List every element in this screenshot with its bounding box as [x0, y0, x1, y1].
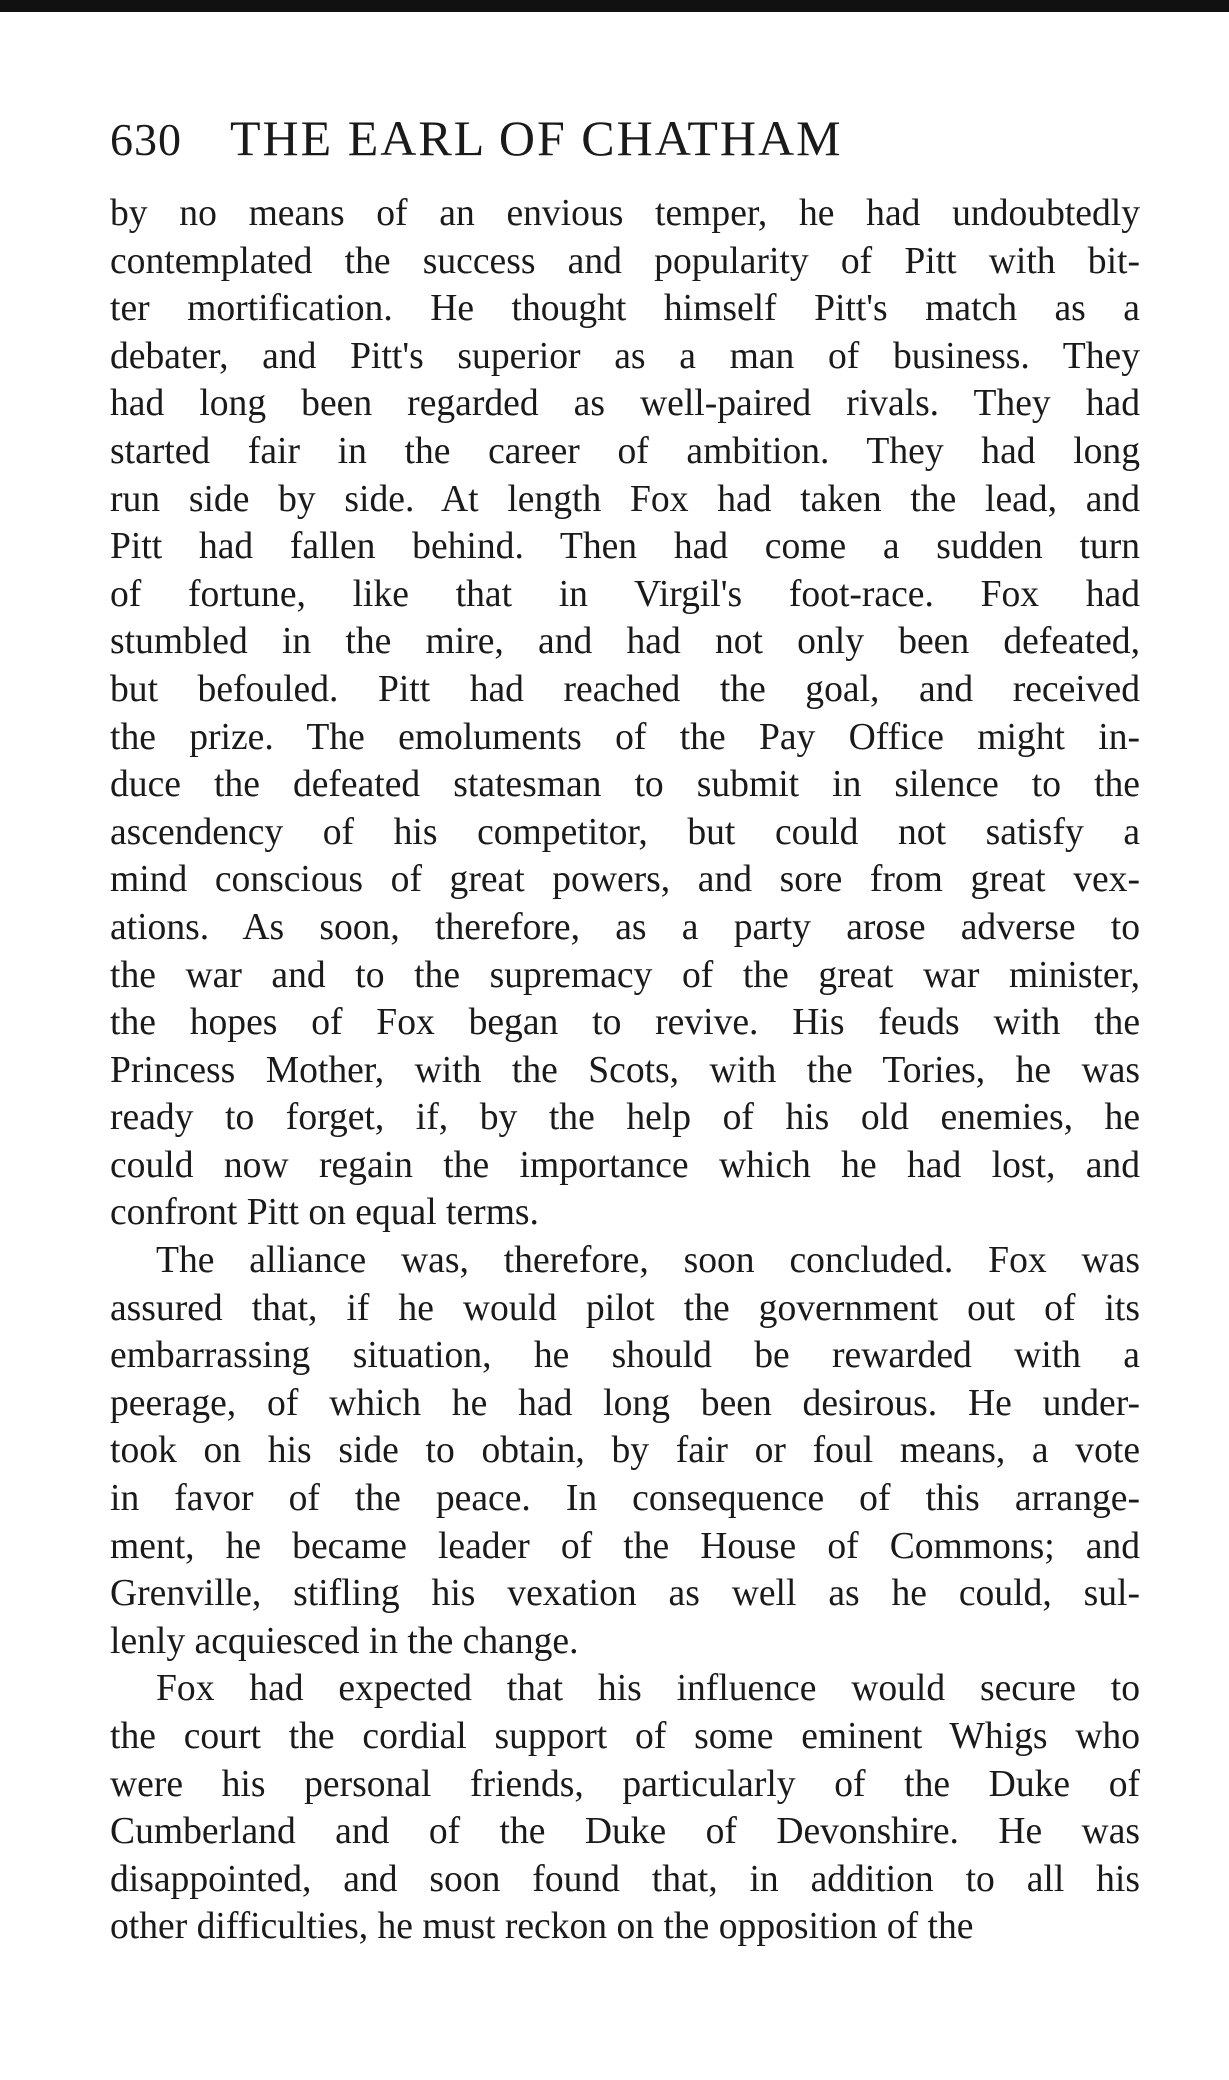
text-line: other difficulties, he must reckon on the opposition of the — [110, 1906, 974, 1948]
text-line: ment, he became leader of the House of Commons; and — [110, 1525, 1140, 1567]
top-border-rule — [0, 0, 1229, 12]
text-line: debater, and Pitt's superior as a man of business. They — [110, 335, 1140, 377]
text-line: Pitt had fallen behind. Then had come a sudden turn — [110, 526, 1140, 568]
paragraph — [110, 1237, 1140, 1665]
text-line: assured that, if he would pilot the government out of its — [110, 1287, 1140, 1329]
text-line: the prize. The emoluments of the Pay Office might in- — [110, 716, 1140, 758]
text-line: ter mortification. He thought himself Pitt's match as a — [110, 288, 1140, 330]
text-line: the hopes of Fox began to revive. His feuds with the — [110, 1002, 1140, 1044]
page-header — [110, 108, 980, 168]
text-line: ready to forget, if, by the help of his old enemies, he — [110, 1097, 1140, 1139]
text-line: Fox had expected that his influence would secure to — [156, 1668, 1140, 1710]
text-line: Princess Mother, with the Scots, with the Tories, he was — [110, 1049, 1140, 1091]
text-line: the war and to the supremacy of the great war minister, — [110, 954, 1140, 996]
text-line: took on his side to obtain, by fair or foul means, a vote — [110, 1430, 1140, 1472]
paragraph — [110, 190, 1140, 1237]
text-line: lenly acquiesced in the change. — [110, 1620, 579, 1662]
text-line: of fortune, like that in Virgil's foot-race. Fox had — [110, 573, 1140, 615]
running-title: THE EARL OF CHATHAM — [230, 110, 843, 166]
text-line: had long been regarded as well-paired rivals. They had — [110, 383, 1140, 425]
text-line: were his personal friends, particularly of the Duke of — [110, 1763, 1140, 1805]
text-line: but befouled. Pitt had reached the goal, and received — [110, 668, 1140, 710]
text-line: duce the defeated statesman to submit in silence to the — [110, 764, 1140, 806]
text-line: in favor of the peace. In consequence of this arrange- — [110, 1478, 1140, 1520]
text-line: started fair in the career of ambition. They had long — [110, 430, 1140, 472]
text-line: Grenville, stifling his vexation as well as he could, sul- — [110, 1573, 1140, 1615]
paragraph — [110, 1665, 1140, 1951]
text-line: peerage, of which he had long been desirous. He under- — [110, 1382, 1140, 1424]
text-line: Cumberland and of the Duke of Devonshire. He was — [110, 1811, 1140, 1853]
text-line: contemplated the success and popularity of Pitt with bit- — [110, 240, 1140, 282]
text-line: The alliance was, therefore, soon concluded. Fox was — [156, 1240, 1140, 1282]
text-line: disappointed, and soon found that, in addition to all his — [110, 1858, 1140, 1900]
text-line: could now regain the importance which he had lost, and — [110, 1144, 1140, 1186]
text-line: confront Pitt on equal terms. — [110, 1192, 539, 1234]
text-line: mind conscious of great powers, and sore from great vex- — [110, 859, 1140, 901]
text-line: embarrassing situation, he should be rewarded with a — [110, 1335, 1140, 1377]
page-number: 630 — [110, 114, 182, 165]
text-line: ascendency of his competitor, but could not satisfy a — [110, 811, 1140, 853]
body-text — [110, 190, 1140, 1951]
text-line: ations. As soon, therefore, as a party arose adverse to — [110, 906, 1140, 948]
text-line: stumbled in the mire, and had not only been defeated, — [110, 621, 1140, 663]
text-line: by no means of an envious temper, he had undoubtedly — [110, 193, 1140, 234]
text-line: the court the cordial support of some eminent Whigs who — [110, 1716, 1140, 1757]
text-line: run side by side. At length Fox had taken the lead, and — [110, 478, 1140, 520]
